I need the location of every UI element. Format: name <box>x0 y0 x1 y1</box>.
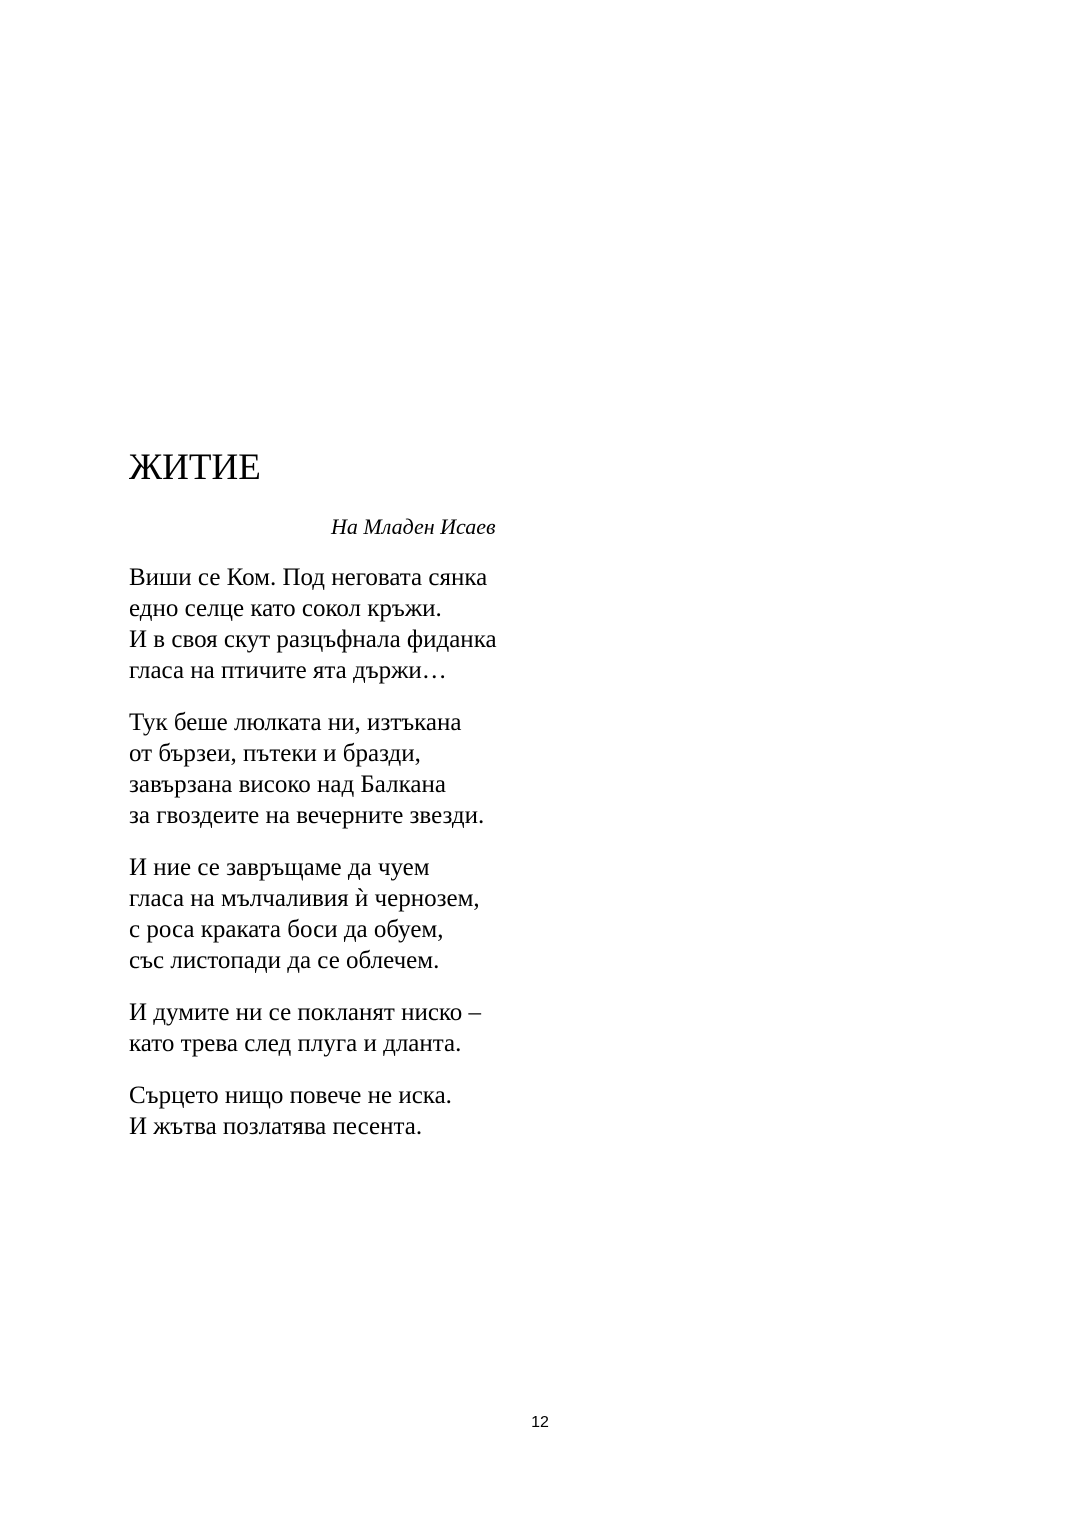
poem-dedication: На Младен Исаев <box>331 514 496 539</box>
poem-body <box>129 562 829 1163</box>
poem-line: И жътва позлатява песента. <box>129 1113 423 1140</box>
stanza <box>129 997 829 1059</box>
poem-line: И думите ни се покланят ниско – <box>129 999 482 1026</box>
poem-line: със листопади да се облечем. <box>129 947 440 974</box>
poem-line: завързана високо над Балкана <box>129 771 446 798</box>
poem-title: ЖИТИЕ <box>129 447 261 488</box>
poem-line: Тук беше люлката ни, изтъкана <box>129 709 462 736</box>
poem-line: едно селце като сокол кръжи. <box>129 595 442 622</box>
poem-line: с роса краката боси да обуем, <box>129 916 444 943</box>
poem-line: гласа на птичите ята държи… <box>129 657 447 684</box>
poem-line: И ние се завръщаме да чуем <box>129 854 430 881</box>
poem-line: като трева след плуга и дланта. <box>129 1030 462 1057</box>
stanza <box>129 562 829 686</box>
stanza <box>129 852 829 976</box>
poem-line: за гвоздеите на вечерните звезди. <box>129 802 485 829</box>
poem-line: от бързеи, пътеки и бразди, <box>129 740 421 767</box>
stanza <box>129 1080 829 1142</box>
poem-line: И в своя скут разцъфнала фиданка <box>129 626 497 653</box>
stanza <box>129 707 829 831</box>
poem-line: гласа на мълчаливия ѝ чернозем, <box>129 885 480 912</box>
poem-line: Виши се Ком. Под неговата сянка <box>129 564 488 591</box>
poem-line: Сърцето нищо повече не иска. <box>129 1082 452 1109</box>
page-number: 12 <box>531 1414 549 1431</box>
